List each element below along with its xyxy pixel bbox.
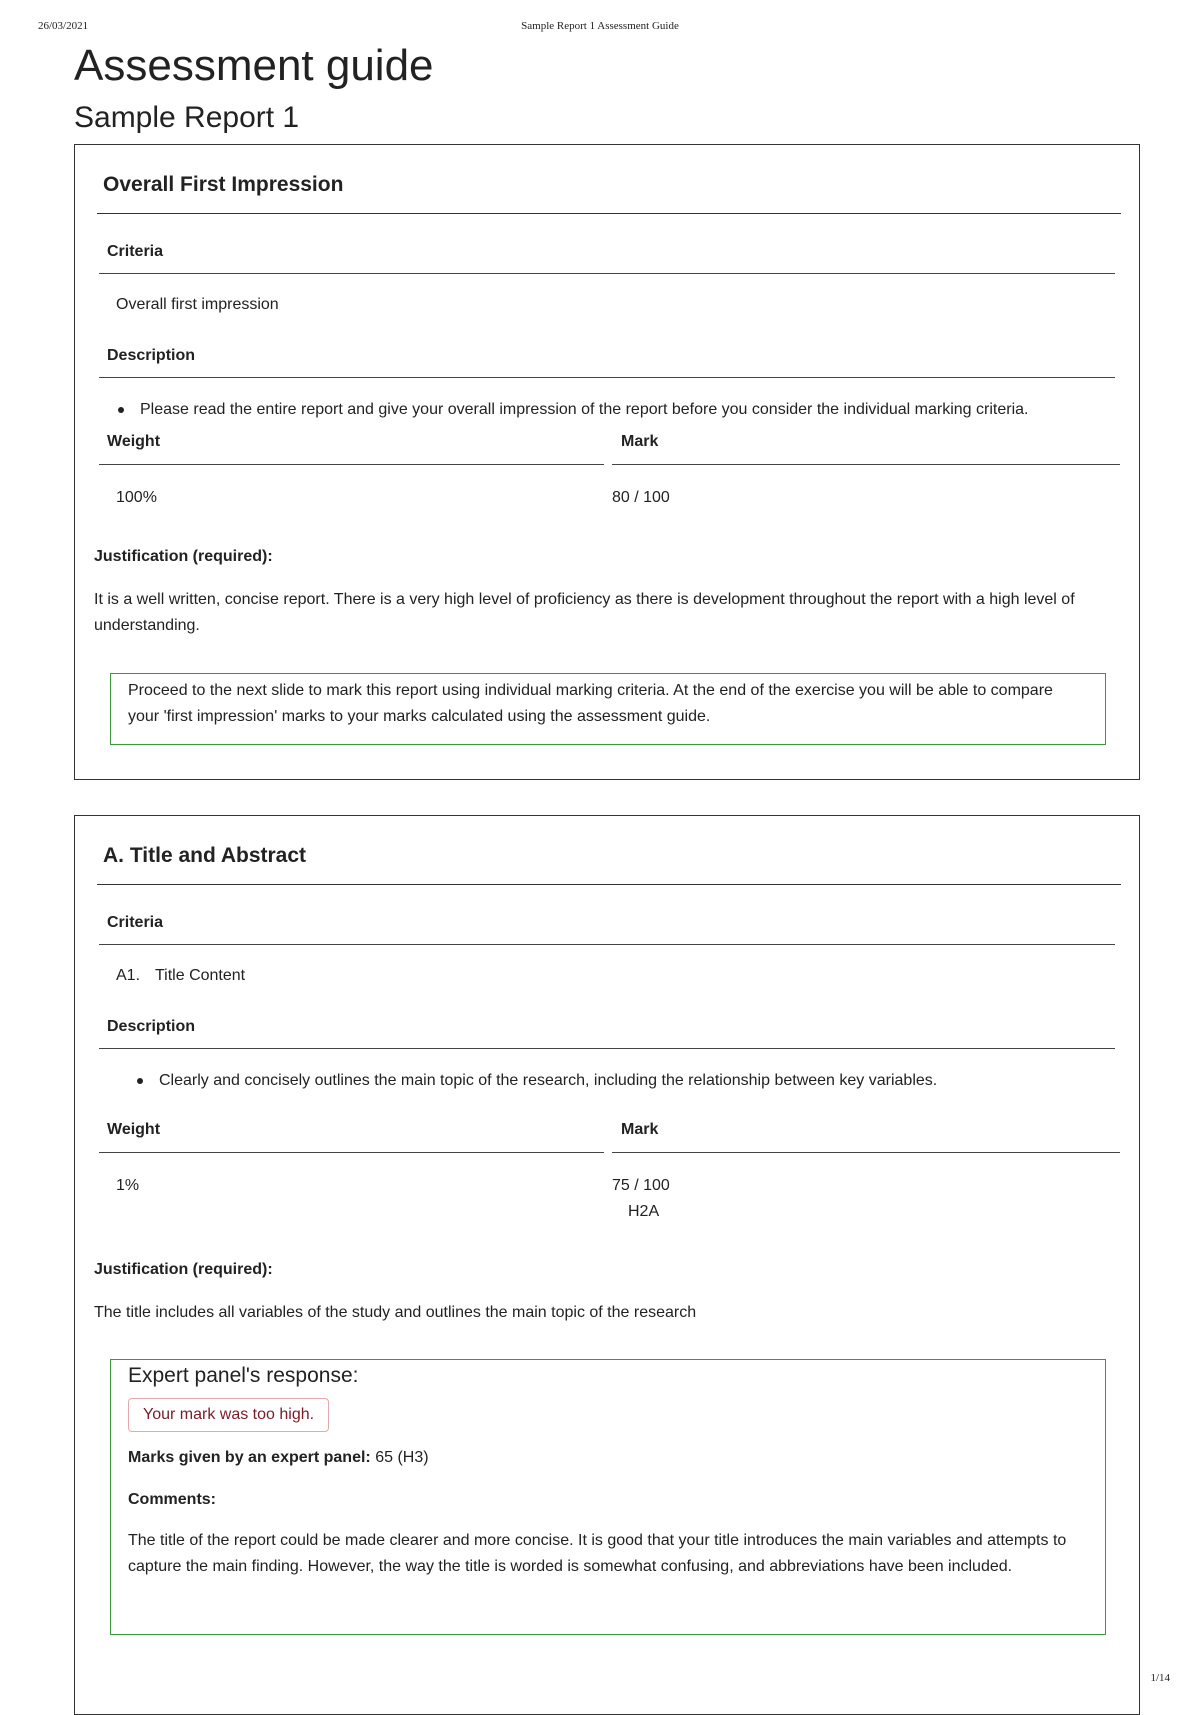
title-divider bbox=[97, 884, 1121, 885]
mark-value: 75 / 100 bbox=[612, 1177, 670, 1194]
description-divider bbox=[99, 377, 1115, 378]
mark-grade: H2A bbox=[628, 1203, 660, 1220]
criteria-divider bbox=[99, 944, 1115, 945]
mark-value: 80 / 100 bbox=[612, 489, 670, 506]
page-title: Assessment guide bbox=[74, 41, 434, 90]
panel-title: Overall First Impression bbox=[103, 173, 344, 196]
weight-label: Weight bbox=[107, 433, 161, 450]
next-slide-note bbox=[110, 673, 1106, 745]
description-bullet: Clearly and concisely outlines the main topic of the research, including the relationship between key variables. bbox=[159, 1068, 1119, 1094]
description-label: Description bbox=[107, 347, 196, 364]
title-and-abstract-panel bbox=[74, 815, 1140, 1715]
description-label: Description bbox=[107, 1018, 196, 1035]
criteria-label: Criteria bbox=[107, 243, 164, 260]
page-number: 1/14 bbox=[1150, 1672, 1170, 1684]
expert-response-heading: Expert panel's response: bbox=[128, 1364, 359, 1387]
mark-divider bbox=[612, 464, 1120, 465]
justification-text: The title includes all variables of the study and outlines the main topic of the research bbox=[94, 1304, 697, 1321]
panel-title: A. Title and Abstract bbox=[103, 844, 307, 867]
weight-divider bbox=[99, 464, 604, 465]
comments-label: Comments: bbox=[128, 1491, 217, 1508]
description-bullet: Please read the entire report and give your overall impression of the report before you consider the individual marking criteria. bbox=[140, 397, 1130, 423]
mark-too-high-alert: Your mark was too high. bbox=[128, 1398, 329, 1432]
weight-label: Weight bbox=[107, 1121, 161, 1138]
title-divider bbox=[97, 213, 1121, 214]
expert-marks-line bbox=[128, 1445, 429, 1471]
criteria-number: A1. bbox=[116, 967, 141, 984]
expert-response-box bbox=[110, 1359, 1106, 1635]
note-text: Proceed to the next slide to mark this report using individual marking criteria. At the end of the exercise you will be able to compare your 'first impression' marks to your marks calculated using the assessment guide. bbox=[128, 682, 1053, 725]
page-subtitle: Sample Report 1 bbox=[74, 101, 300, 134]
weight-divider bbox=[99, 1152, 604, 1153]
weight-value: 100% bbox=[116, 489, 157, 506]
mark-label: Mark bbox=[621, 433, 659, 450]
justification-text: It is a well written, concise report. There is a very high level of proficiency as there is development throughout the report with a high level of understanding. bbox=[94, 591, 1075, 634]
criteria-divider bbox=[99, 273, 1115, 274]
mark-label: Mark bbox=[621, 1121, 659, 1138]
description-divider bbox=[99, 1048, 1115, 1049]
criteria-value: Overall first impression bbox=[116, 296, 279, 313]
print-header bbox=[38, 20, 1162, 36]
justification-label: Justification (required): bbox=[94, 1261, 273, 1278]
weight-value: 1% bbox=[116, 1177, 140, 1194]
expert-marks-label: Marks given by an expert panel: bbox=[128, 1449, 371, 1466]
print-date: 26/03/2021 bbox=[38, 20, 89, 32]
overall-first-impression-panel bbox=[74, 144, 1140, 780]
justification-label: Justification (required): bbox=[94, 548, 273, 565]
criteria-label: Criteria bbox=[107, 914, 164, 931]
criteria-value: Title Content bbox=[155, 967, 246, 984]
print-document-title: Sample Report 1 Assessment Guide bbox=[521, 20, 679, 32]
mark-divider bbox=[612, 1152, 1120, 1153]
comments-text: The title of the report could be made clearer and more concise. It is good that your title introduces the main variables and attempts to capture the main finding. However, the way the title is worded is somewhat confusing, and abbreviations have been included. bbox=[128, 1532, 1067, 1575]
expert-marks-value: 65 (H3) bbox=[370, 1449, 429, 1466]
